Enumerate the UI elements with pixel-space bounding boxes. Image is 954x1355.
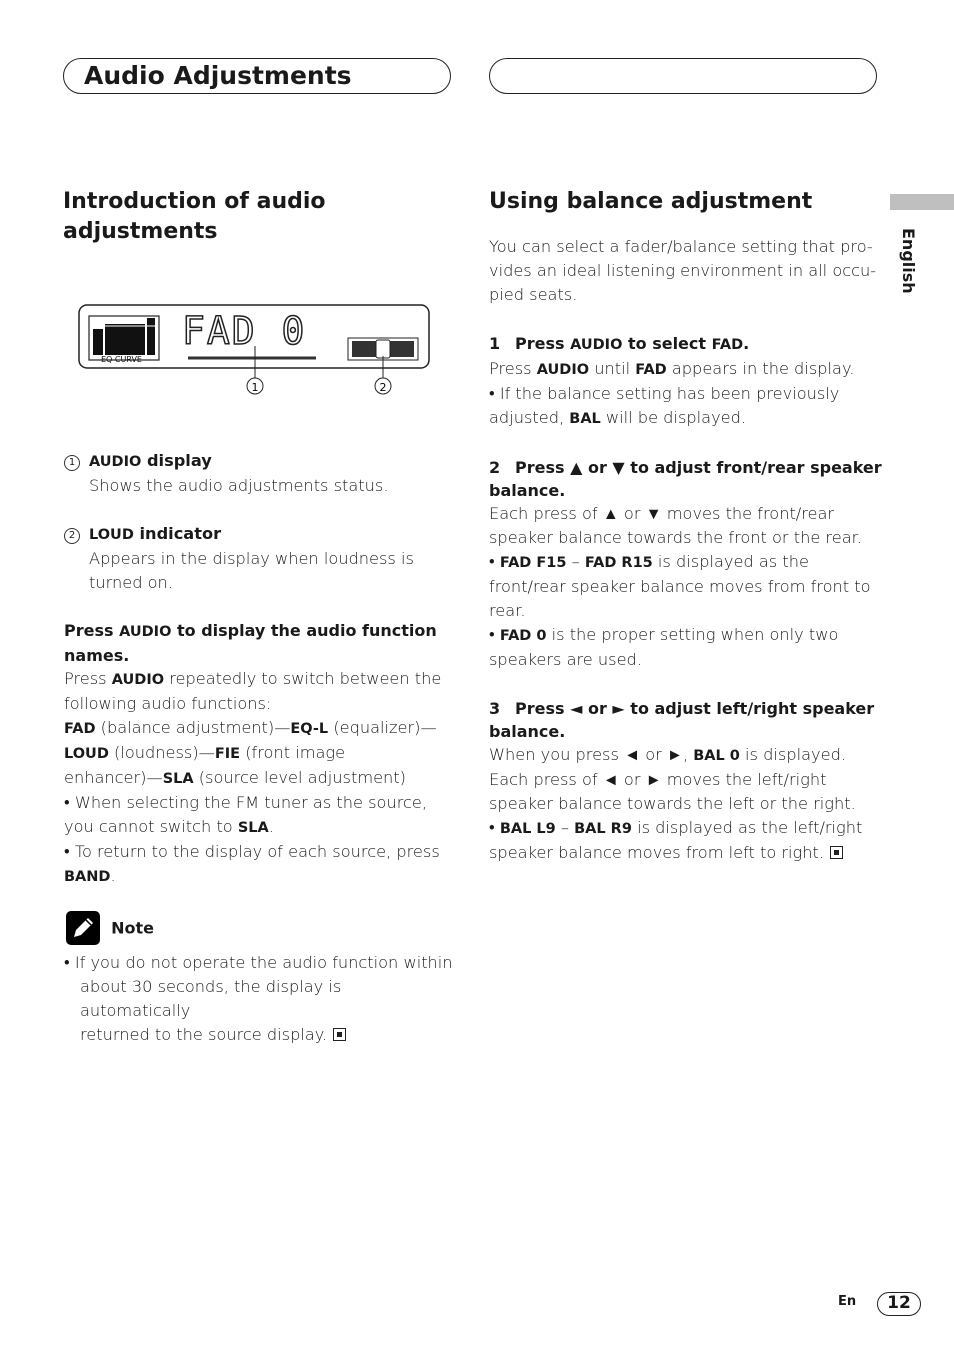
note-pencil-icon [66, 911, 100, 945]
step2-heading2: balance. [489, 481, 566, 500]
press-line8: • To return to the display of each source, press [64, 842, 440, 861]
footer-language: En [838, 1294, 857, 1309]
step2-line2: speaker balance towards the front or the rear. [489, 528, 862, 547]
end-mark-icon [830, 846, 843, 859]
press-heading1: Press AUDIO to display the audio function [64, 621, 437, 640]
end-mark-icon [333, 1028, 346, 1041]
item2-title: 2 LOUD indicator [64, 522, 454, 547]
header-empty-pill [489, 58, 877, 94]
press-line2: following audio functions: [64, 694, 272, 713]
press-line1: Press AUDIO repeatedly to switch between the [64, 669, 442, 688]
press-heading2: names. [64, 646, 130, 665]
left-heading [63, 187, 326, 247]
step2-line4: front/rear speaker balance moves from front to [489, 577, 871, 596]
item1-title: 1 AUDIO display [64, 449, 454, 474]
side-tab [890, 194, 954, 210]
step1-line2: • If the balance setting has been previously [489, 384, 840, 403]
step2-line5: rear. [489, 601, 526, 620]
display-segment-text: FAD 0 [182, 309, 307, 353]
press-line3: FAD (balance adjustment)—EQ-L (equalizer)— [64, 718, 437, 737]
step3-line2: Each press of ◄ or ► moves the left/right [489, 770, 827, 789]
step2-heading1: 2 Press ▲ or ▼ to adjust front/rear speaker [489, 458, 882, 477]
press-line6: • When selecting the FM tuner as the source, [64, 793, 428, 812]
note-label: Note [111, 918, 154, 938]
step3-heading2: balance. [489, 722, 566, 741]
note-body [64, 951, 454, 1047]
callout2-text: 2 [379, 381, 387, 394]
step3-line4: • BAL L9 – BAL R9 is displayed as the left/right [489, 818, 863, 837]
item2-num: 2 [64, 528, 80, 544]
note-line1: • If you do not operate the audio function within [64, 953, 453, 972]
step1-heading: 1 Press AUDIO to select FAD. [489, 334, 750, 353]
left-heading-line1: Introduction of audio [63, 189, 326, 214]
press-line7: you cannot switch to SLA. [64, 817, 274, 836]
step3-line1: When you press ◄ or ►, BAL 0 is displayed. [489, 745, 846, 764]
header-title-pill [63, 58, 451, 94]
item2-desc1: Appears in the display when loudness is [89, 549, 414, 568]
step2-line7: speakers are used. [489, 650, 642, 669]
press-line4: LOUD (loudness)—FIE (front image [64, 743, 346, 762]
language-label: English [899, 228, 918, 294]
left-column-body [64, 449, 454, 889]
step2-line6: • FAD 0 is the proper setting when only two [489, 625, 839, 644]
page-number: 12 [877, 1292, 921, 1316]
step3-heading1: 3 Press ◄ or ► to adjust left/right speaker [489, 699, 875, 718]
step1-line1: Press AUDIO until FAD appears in the display. [489, 359, 855, 378]
right-heading: Using balance adjustment [489, 189, 813, 214]
eq-curve-label: EQ CURVE [101, 355, 142, 364]
intro-line2: vides an ideal listening environment in all occu- [489, 261, 877, 280]
eq-curve-icon [89, 316, 159, 360]
callout1-text: 1 [251, 381, 259, 394]
left-heading-line2: adjustments [63, 219, 218, 244]
intro-line3: pied seats. [489, 285, 578, 304]
item1-desc: Shows the audio adjustments status. [89, 476, 389, 495]
step1-line3: adjusted, BAL will be displayed. [489, 408, 747, 427]
press-line5: enhancer)—SLA (source level adjustment) [64, 768, 406, 787]
step2-line1: Each press of ▲ or ▼ moves the front/rear [489, 504, 835, 523]
intro-line1: You can select a fader/balance setting that pro- [489, 237, 873, 256]
step3-line3: speaker balance towards the left or the right. [489, 794, 856, 813]
right-column-body [489, 235, 884, 865]
item2-desc2: turned on. [89, 573, 173, 592]
page-title: Audio Adjustments [84, 61, 352, 90]
step2-line3: • FAD F15 – FAD R15 is displayed as the [489, 552, 809, 571]
note-line3: returned to the source display. [64, 1023, 454, 1047]
step3-line5: speaker balance moves from left to right. [489, 841, 884, 865]
press-line9: BAND. [64, 866, 116, 885]
note-header [66, 911, 154, 945]
language-label-container [890, 228, 930, 308]
audio-display-illustration [78, 304, 430, 400]
note-line2: about 30 seconds, the display is automatically [80, 977, 342, 1020]
item1-num: 1 [64, 455, 80, 471]
